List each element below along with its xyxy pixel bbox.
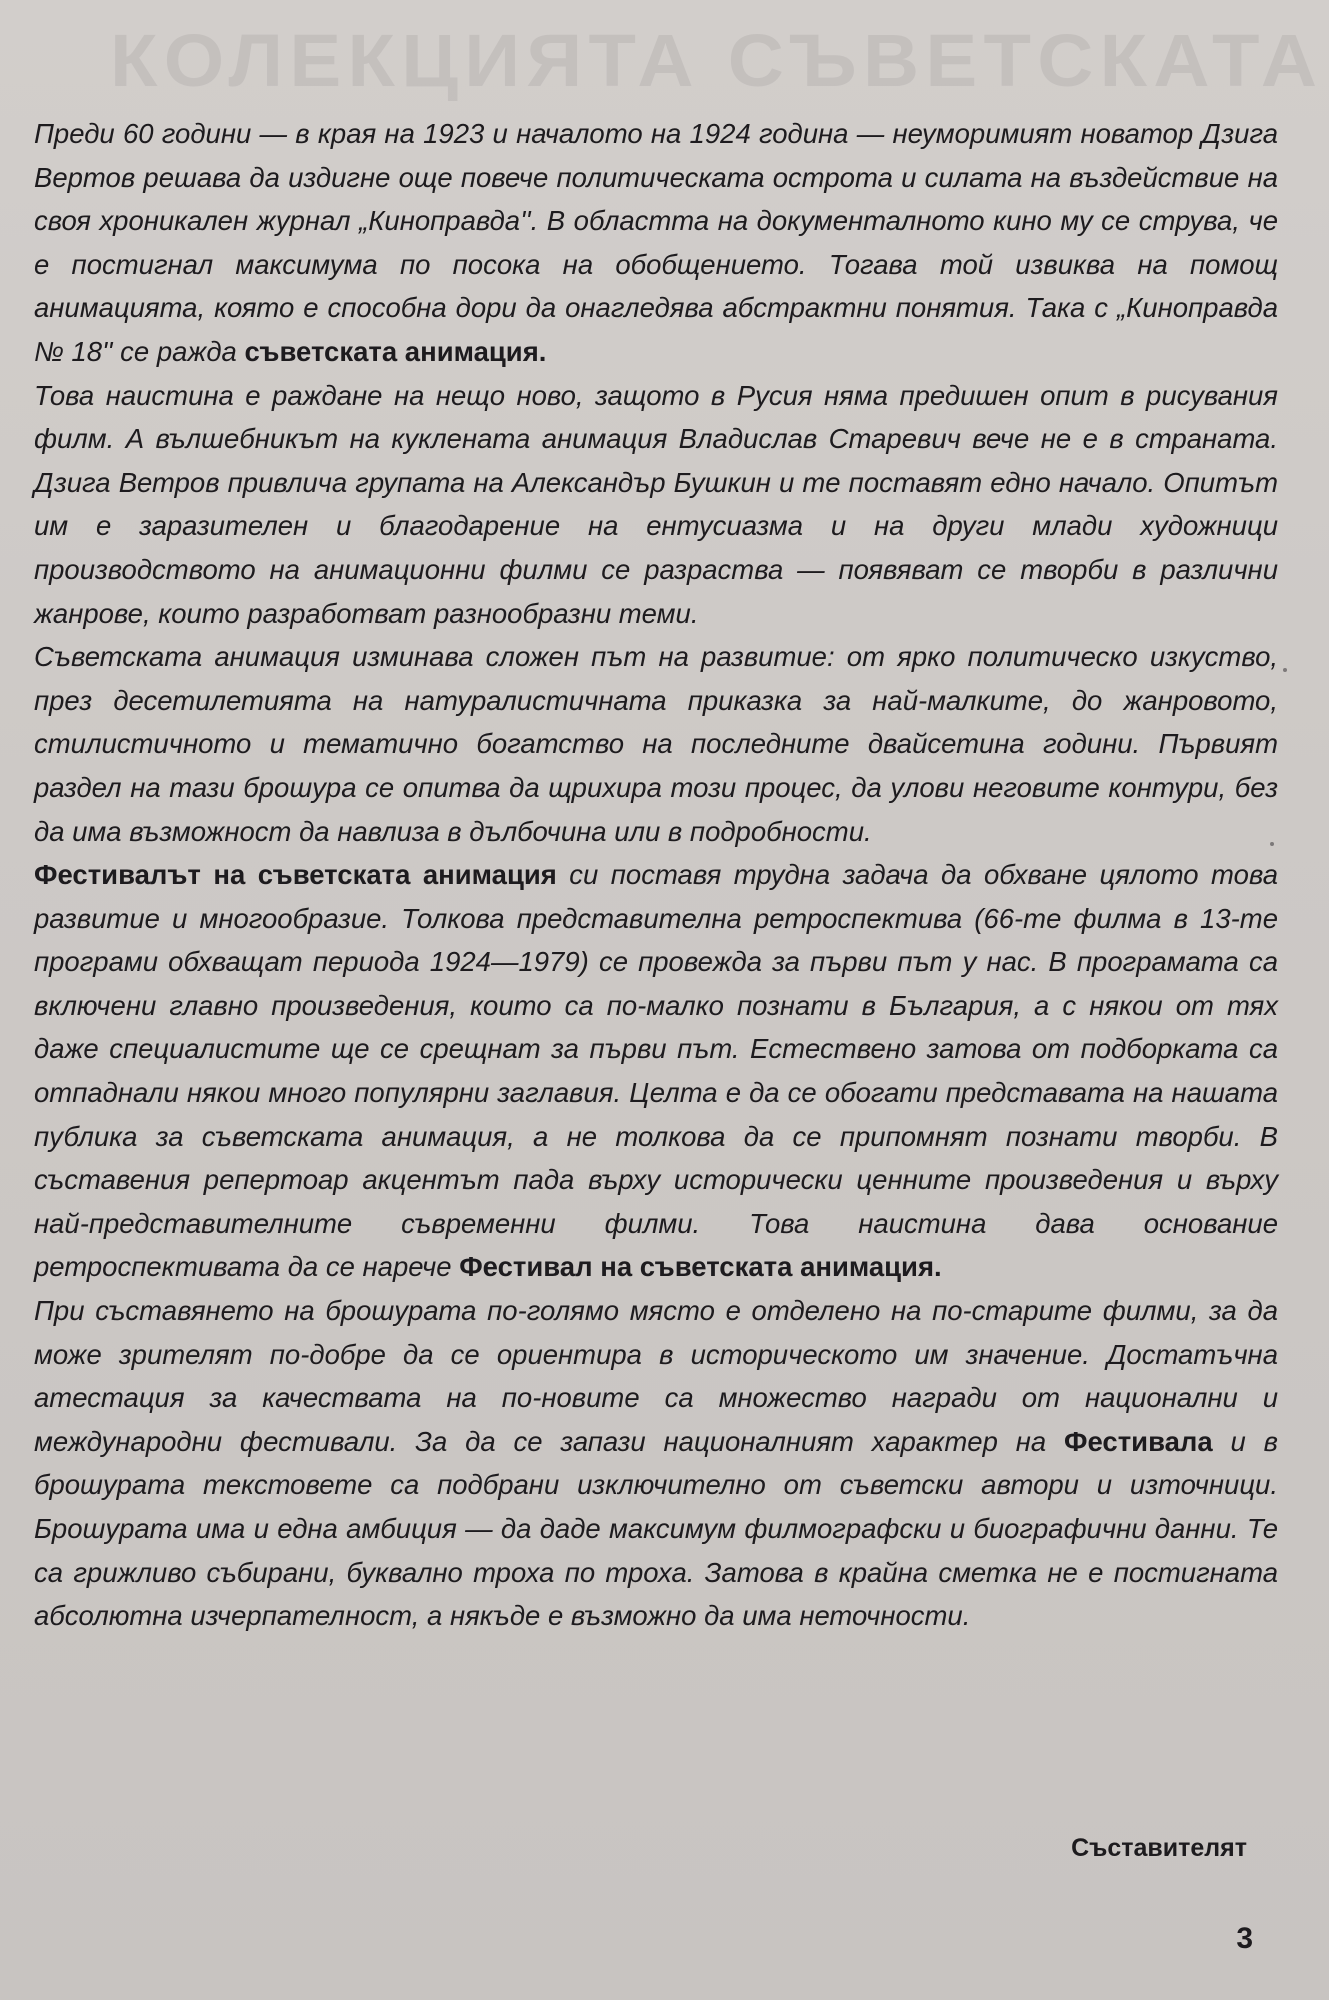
paragraph-5-bold-word: Фестивала [1064,1425,1213,1457]
paragraph-5-text-start: При съставянето на брошурата по-голямо място е отделено на по-старите филми, за да може зрителят по-добре да се ориентира в историческото им значение. Достатъчна атестация за качествата на по-новите са множество награди от национални и международни фестивали. За да се запази националният характер на [34,1295,1278,1457]
paragraph-5 [34,1289,1278,1638]
paragraph-3-text: Съветската анимация изминава сложен път на развитие: от ярко политическо изкуство, през десетилетията на натуралистичната приказка за най-малките, до жанровото, стилистичното и тематично богатство на последните двайсетина години. Първият раздел на тази брошура се опитва да щрихира този процес, да улови неговите контури, без да има възможност да навлиза в дълбочина или в подробности. [34,641,1278,847]
paragraph-1-bold-ending: съветската анимация. [244,335,547,367]
paragraph-2-text: Това наистина е раждане на нещо ново, защото в Русия няма предишен опит в рисувания филм. А вълшебникът на куклената анимация Владислав Старевич вече не е в страната. Дзига Ветров привлича групата на Александър Бушкин и те поставят едно начало. Опитът им е заразителен и благодарение на ентусиазма и на други млади художници производството на анимационни филми се разраства — появяват се творби в различни жанрове, които разработват разнообразни теми. [34,379,1278,629]
page-number: 3 [1236,1922,1253,1955]
faded-bleed-through-title: КОЛЕКЦИЯТА СЪВЕТСКАТА [110,19,1324,102]
paragraph-4-bold-ending: Фестивал на съветската анимация. [459,1251,942,1283]
print-speck [1270,842,1274,846]
print-speck [1283,668,1287,672]
paragraph-4 [34,853,1278,1289]
paragraph-1 [34,112,1278,374]
paragraph-2 [34,374,1278,636]
paragraph-4-bold-lead: Фестивалът на съветската анимация [34,859,557,891]
body-text [34,112,1278,1638]
paragraph-4-text: си поставя трудна задача да обхване цялото това развитие и многообразие. Толкова представителна ретроспектива (66-те филма в 13-те програми обхващат периода 1924—1979) се провежда за първи път у нас. В програмата са включени главно произведения, които са по-малко познати в България, а с някои от тях даже специалистите ще се срещнат за първи път. Естествено затова от подборката са отпаднали някои много популярни заглавия. Целта е да се обогати представата на нашата публика за съветската анимация, а не толкова да се припомнят познати творби. В съставения репертоар акцентът пада върху исторически ценните произведения и върху най-представителните съвременни филми. Това наистина дава основание ретроспективата да се нарече [34,859,1278,1283]
paragraph-5-text-end: и в брошурата текстовете са подбрани изключително от съветски автори и източници. Брошурата има и една амбиция — да даде максимум филмографски и биографични данни. Те са грижливо събирани, буквално троха по троха. Затова в крайна сметка не е постигната абсолютна изчерпателност, а някъде е възможно да има неточности. [34,1425,1278,1632]
author-signature: Съставителят [1071,1834,1247,1862]
paragraph-3 [34,635,1278,853]
paragraph-1-text: Преди 60 години — в края на 1923 и началото на 1924 година — неуморимият новатор Дзига Вертов решава да издигне още повече политическата острота и силата на въздействие на своя хроникален журнал „Киноправда''. В областта на документалното кино му се струва, че е постигнал максимума по посока на обобщението. Тогава той извиква на помощ анимацията, която е способна дори да онагледява абстрактни понятия. Така с „Киноправда № 18'' се ражда [34,118,1278,367]
